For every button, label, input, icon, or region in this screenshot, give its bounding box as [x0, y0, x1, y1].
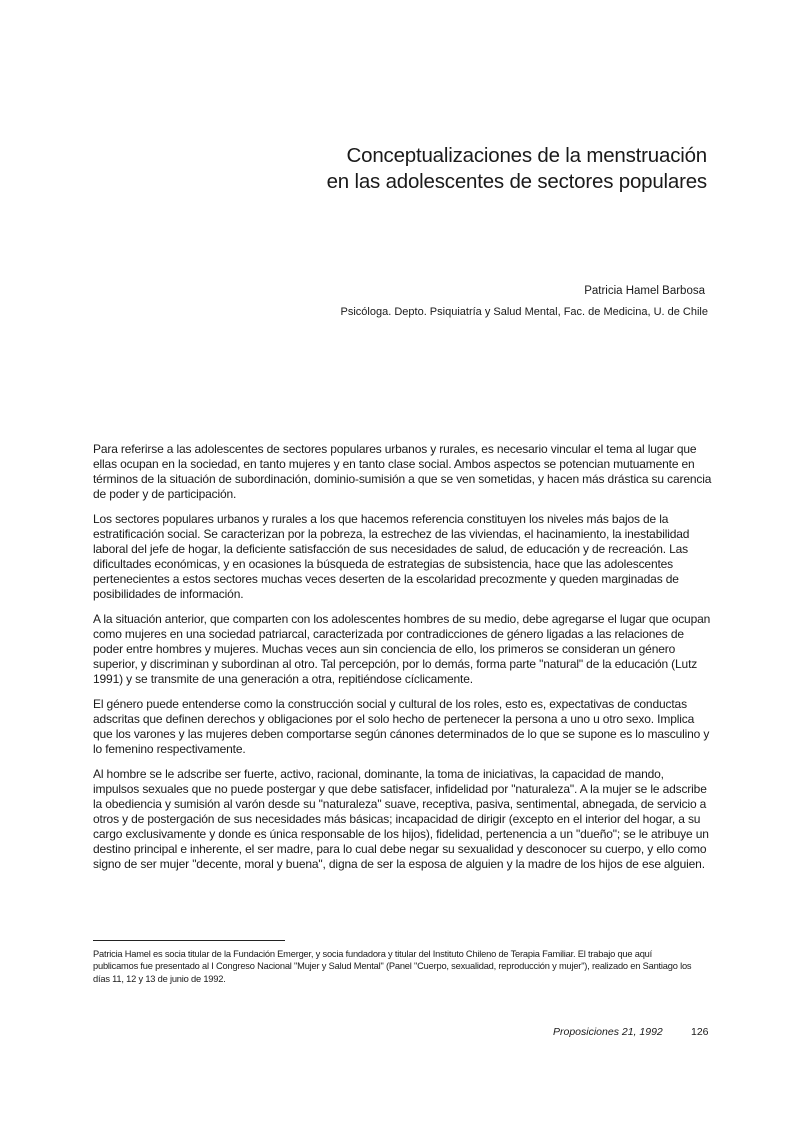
author-name: Patricia Hamel Barbosa	[584, 285, 705, 297]
author-affiliation: Psicóloga. Depto. Psiquiatría y Salud Mental, Fac. de Medicina, U. de Chile	[340, 306, 708, 318]
footnote: Patricia Hamel es socia titular de la Fundación Emerger, y socia fundadora y titular del Instituto Chileno de Terapia Familiar. El trabajo que aquí publicamos fue presentado al I Congreso Nacional "Mujer y Salud Mental" (Panel "Cuerpo, sexualidad, reproducción y mujer"), realizado en Santiago los días 11, 12 y 13 de junio de 1992.	[93, 949, 692, 984]
title-line-2: en las adolescentes de sectores populares	[326, 170, 707, 193]
body-paragraph-1: Para referirse a las adolescentes de sectores populares urbanos y rurales, es necesario vincular el tema al lugar que ellas ocupan en la sociedad, en tanto mujeres y en tanto clase social. Ambos aspectos se potencian mutuamente en términos de la situación de subordinación, dominio-sumisión a que se ven sometidas, y hacen más drástica su carencia de poder y de participación.	[93, 442, 712, 502]
page-number: 126	[691, 1026, 709, 1038]
footnote-divider	[93, 940, 285, 941]
body-paragraph-3: A la situación anterior, que comparten con los adolescentes hombres de su medio, debe agregarse el lugar que ocupan como mujeres en una sociedad patriarcal, caracterizada por contradicciones de género ligadas a las relaciones de poder entre hombres y mujeres. Muchas veces aun sin conciencia de ello, los primeros se consideran un género superior, y discriminan y subordinan al otro. Tal percepción, por lo demás, forma parte "natural" de la educación (Lutz 1991) y se transmite de una generación a otra, repitiéndose cíclicamente.	[93, 611, 711, 687]
title-line-1: Conceptualizaciones de la menstruación	[346, 144, 707, 167]
article-body	[93, 442, 713, 882]
body-paragraph-2: Los sectores populares urbanos y rurales a los que hacemos referencia constituyen los niveles más bajos de la estratificación social. Se caracterizan por la pobreza, la estrechez de las viviendas, el hacinamiento, la inestabilidad laboral del jefe de hogar, la deficiente satisfacción de sus necesidades de salud, de educación y de recreación. Las dificultades económicas, y en ocasiones la búsqueda de estrategias de subsistencia, hace que las adolescentes pertenecientes a estos sectores muchas veces deserten de la escolaridad precozmente y queden marginadas de posibilidades de información.	[93, 511, 690, 602]
article-title	[107, 143, 707, 195]
body-paragraph-4: El género puede entenderse como la construcción social y cultural de los roles, esto es, expectativas de conductas adscritas que definen derechos y obligaciones por el solo hecho de pertenecer la persona a uno u otro sexo. Implica que los varones y las mujeres deben comportarse según cánones determinados de lo que se supone es lo masculino y lo femenino respectivamente.	[93, 696, 710, 757]
body-paragraph-5: Al hombre se le adscribe ser fuerte, activo, racional, dominante, la toma de iniciativas, la capacidad de mando, impulsos sexuales que no puede postergar y que debe satisfacer, infidelidad por "naturaleza". A la mujer se le adscribe la obediencia y sumisión al varón desde su "naturaleza" suave, receptiva, pasiva, sentimental, abnegada, de servicio a otros y de postergación de sus necesidades más básicas; incapacidad de dirigir (excepto en el interior del hogar, a su cargo exclusivamente y donde es única responsable de los hijos), fidelidad, pertenencia a un "dueño"; se le atribuye un destino principal e inherente, el ser madre, para lo cual debe negar su sexualidad y desconocer su cuerpo, y ello como signo de ser mujer "decente, moral y buena", digna de ser la esposa de alguien y la madre de los hijos de ese alguien.	[93, 766, 709, 872]
journal-citation: Proposiciones 21, 1992	[553, 1026, 663, 1038]
